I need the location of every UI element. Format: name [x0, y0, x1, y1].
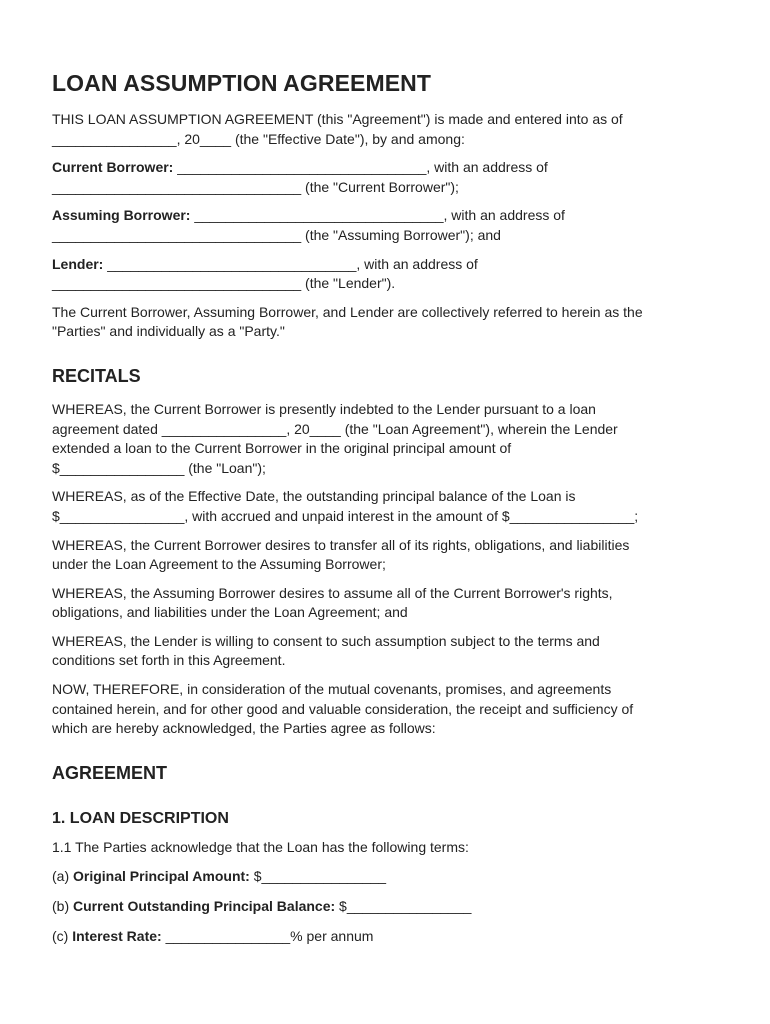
whereas-1-line-4: $________________ (the "Loan");: [52, 459, 266, 476]
whereas-5-line-1: WHEREAS, the Lender is willing to consent to such assumption subject to the terms and: [52, 632, 600, 649]
current-borrower-paragraph: [52, 158, 724, 197]
whereas-1-line-3: extended a loan to the Current Borrower in the original principal amount of: [52, 440, 512, 457]
term-value: $________________: [249, 868, 387, 885]
now-therefore-line-2: contained herein, and for other good and valuable consideration, the receipt and sufficiency of: [52, 700, 634, 717]
whereas-paragraph-4: [52, 584, 724, 623]
lender-paragraph: [52, 255, 724, 294]
collective-line-1: The Current Borrower, Assuming Borrower, and Lender are collectively referred to herein as the: [52, 303, 643, 320]
term-prefix: (b): [52, 898, 73, 915]
whereas-paragraph-5: [52, 632, 724, 671]
whereas-3-line-1: WHEREAS, the Current Borrower desires to transfer all of its rights, obligations, and liabilities: [52, 536, 630, 553]
agreement-heading: AGREEMENT: [52, 762, 168, 783]
lender-line-2: ________________________________ (the "Lender").: [52, 275, 396, 292]
term-value: ________________% per annum: [161, 927, 374, 944]
whereas-4-line-1: WHEREAS, the Assuming Borrower desires to assume all of the Current Borrower's rights,: [52, 584, 613, 601]
now-therefore-line-3: which are hereby acknowledged, the Parties agree as follows:: [52, 720, 436, 737]
term-label: Interest Rate:: [72, 927, 162, 944]
term-outstanding-balance: [52, 897, 724, 917]
current-borrower-line-1: ________________________________, with an address of: [173, 159, 548, 176]
lender-label: Lender:: [52, 255, 104, 272]
assuming-borrower-label: Assuming Borrower:: [52, 207, 191, 224]
parties-collective-paragraph: [52, 303, 724, 342]
recitals-heading: RECITALS: [52, 365, 141, 386]
collective-line-2: "Parties" and individually as a "Party.": [52, 323, 285, 340]
whereas-3-line-2: under the Loan Agreement to the Assuming Borrower;: [52, 556, 386, 573]
whereas-paragraph-3: [52, 536, 724, 575]
intro-line-2: ________________, 20____ (the "Effective Date"), by and among:: [52, 130, 465, 147]
whereas-1-line-1: WHEREAS, the Current Borrower is presently indebted to the Lender pursuant to a loan: [52, 400, 596, 417]
whereas-1-line-2: agreement dated ________________, 20____ (the "Loan Agreement"), wherein the Lender: [52, 420, 618, 437]
whereas-4-line-2: obligations, and liabilities under the Loan Agreement; and: [52, 604, 408, 621]
document-title: LOAN ASSUMPTION AGREEMENT: [52, 70, 432, 96]
term-original-principal: [52, 867, 724, 887]
intro-paragraph: [52, 110, 724, 149]
whereas-paragraph-1: [52, 400, 724, 478]
document-page: [52, 70, 724, 956]
term-prefix: (a): [52, 868, 73, 885]
intro-line-1: THIS LOAN ASSUMPTION AGREEMENT (this "Agreement") is made and entered into as of: [52, 111, 623, 127]
term-label: Original Principal Amount:: [73, 868, 250, 885]
loan-terms-intro: 1.1 The Parties acknowledge that the Loan has the following terms:: [52, 838, 469, 855]
assuming-borrower-line-2: ________________________________ (the "Assuming Borrower"); and: [52, 226, 501, 243]
assuming-borrower-line-1: ________________________________, with an address of: [190, 207, 565, 224]
whereas-5-line-2: conditions set forth in this Agreement.: [52, 652, 286, 669]
loan-description-heading: 1. LOAN DESCRIPTION: [52, 809, 229, 827]
whereas-2-line-2: $________________, with accrued and unpaid interest in the amount of $________________;: [52, 507, 639, 524]
term-interest-rate: [52, 927, 724, 947]
whereas-paragraph-2: [52, 487, 724, 526]
term-value: $________________: [335, 898, 472, 915]
lender-line-1: ________________________________, with an address of: [103, 255, 478, 272]
whereas-2-line-1: WHEREAS, as of the Effective Date, the outstanding principal balance of the Loan is: [52, 488, 576, 505]
current-borrower-label: Current Borrower:: [52, 159, 174, 176]
now-therefore-paragraph: [52, 680, 724, 739]
assuming-borrower-paragraph: [52, 206, 724, 245]
term-prefix: (c): [52, 927, 73, 944]
now-therefore-line-1: NOW, THEREFORE, in consideration of the mutual covenants, promises, and agreements: [52, 681, 612, 698]
current-borrower-line-2: ________________________________ (the "Current Borrower");: [52, 178, 459, 195]
term-label: Current Outstanding Principal Balance:: [73, 898, 336, 915]
